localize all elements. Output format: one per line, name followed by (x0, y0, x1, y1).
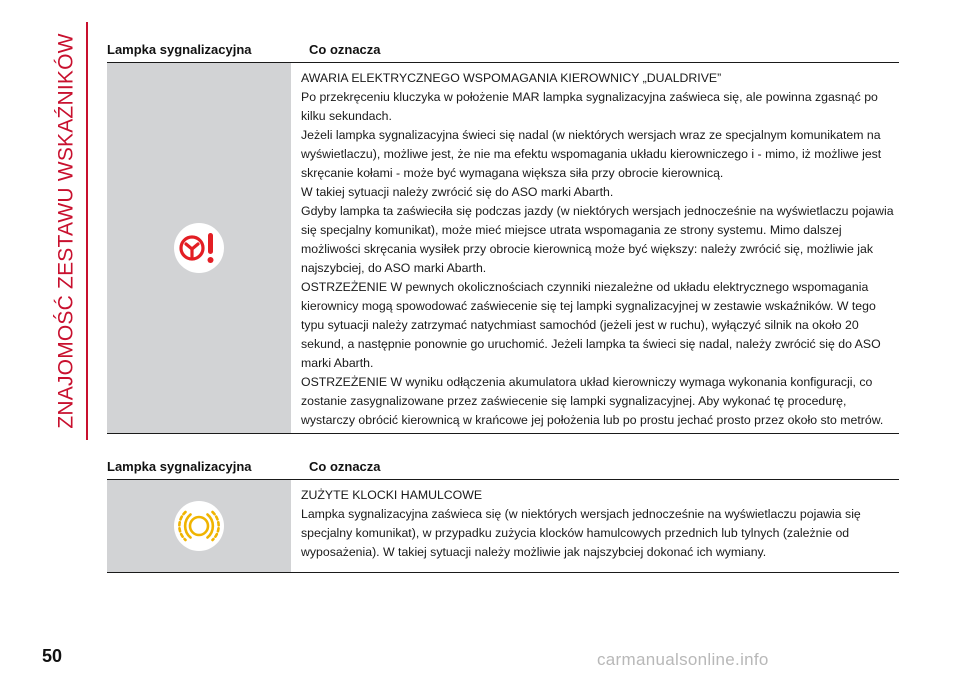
chapter-side-rule (86, 22, 88, 440)
column-header-light: Lampka sygnalizacyjna (107, 42, 252, 57)
chapter-side-title (52, 22, 82, 440)
icon-cell (107, 63, 291, 433)
table-row (107, 62, 899, 434)
brake-pad-wear-icon (173, 500, 225, 552)
meaning-text (291, 480, 899, 572)
paragraph: W takiej sytuacji należy zwrócić się do ASO marki Abarth. (301, 185, 614, 199)
warning-title: AWARIA ELEKTRYCZNEGO WSPOMAGANIA KIEROWNICY „DUALDRIVE” (301, 71, 722, 85)
column-header-meaning: Co oznacza (309, 459, 381, 474)
meaning-text (291, 63, 899, 433)
page-number: 50 (42, 646, 63, 666)
power-steering-failure-icon (173, 222, 225, 274)
icon-cell (107, 480, 291, 572)
paragraph: Lampka sygnalizacyjna zaświeca się (w niektórych wersjach jednocześnie na wyświetlaczu pojawia się specjalny komunikat), w przypadku zużycia klocków hamulcowych przednich lub tylnych (zależnie od wyposażenia). W takiej sytuacji należy możliwie jak najszybciej dokonać ich wymiany. (301, 507, 861, 559)
paragraph: OSTRZEŻENIE W wyniku odłączenia akumulatora układ kierowniczy wymaga wykonania konfiguracji, co zostanie zasygnalizowane przez zaświecenie się lampki sygnalizacyjnej. Aby wykonać tę procedurę, wystarczy obrócić kierownicą w krańcowe jej położenia lub po prostu jechać prosto przez około sto metrów. (301, 375, 884, 427)
watermark-text: carmanualsonline.info (597, 650, 769, 669)
table-header (107, 459, 899, 479)
paragraph: Po przekręceniu kluczyka w położenie MAR lampka sygnalizacyjna zaświeca się, ale powinna zgasnąć po kilku sekundach. (301, 90, 878, 123)
table-header (107, 42, 899, 62)
column-header-meaning: Co oznacza (309, 42, 381, 57)
paragraph: OSTRZEŻENIE W pewnych okolicznościach czynniki niezależne od układu elektrycznego wspomagania kierownicy mogą spowodować zaświecenie się tej lampki sygnalizacyjnej w zestawie wskaźników. W tego typu sytuacji należy zatrzymać natychmiast samochód (jeżeli jest w ruchu), wyłączyć silnik na około 20 sekund, a następnie ponownie go uruchomić. Jeżeli lampka ta świeci się nadal, należy zwrócić się do ASO marki Abarth. (301, 280, 881, 370)
warning-light-table-2 (107, 459, 899, 573)
table-row (107, 479, 899, 573)
warning-light-table-1 (107, 42, 899, 434)
paragraph: Gdyby lampka ta zaświeciła się podczas jazdy (w niektórych wersjach jednocześnie na wyświetlaczu pojawia się specjalny komunikat), może mieć miejsce utrata wspomagania ze strony systemu. Mimo dalszej możliwości skręcania wysiłek przy obrocie kierownicą może być większy: należy zwrócić się, możliwie jak najszybciej, do ASO marki Abarth. (301, 204, 894, 275)
paragraph: Jeżeli lampka sygnalizacyjna świeci się nadal (w niektórych wersjach wraz ze specjalnym komunikatem na wyświetlaczu), możliwe jest, że nie ma efektu wspomagania układu kierowniczego i - mimo, iż możliwe jest skręcanie kołami - może być wymagana większa siła przy obrocie kierownicą. (301, 128, 882, 180)
column-header-light: Lampka sygnalizacyjna (107, 459, 252, 474)
chapter-title-text: ZNAJOMOŚĆ ZESTAWU WSKAŹNIKÓW (55, 33, 79, 429)
warning-title: ZUŻYTE KLOCKI HAMULCOWE (301, 488, 483, 502)
